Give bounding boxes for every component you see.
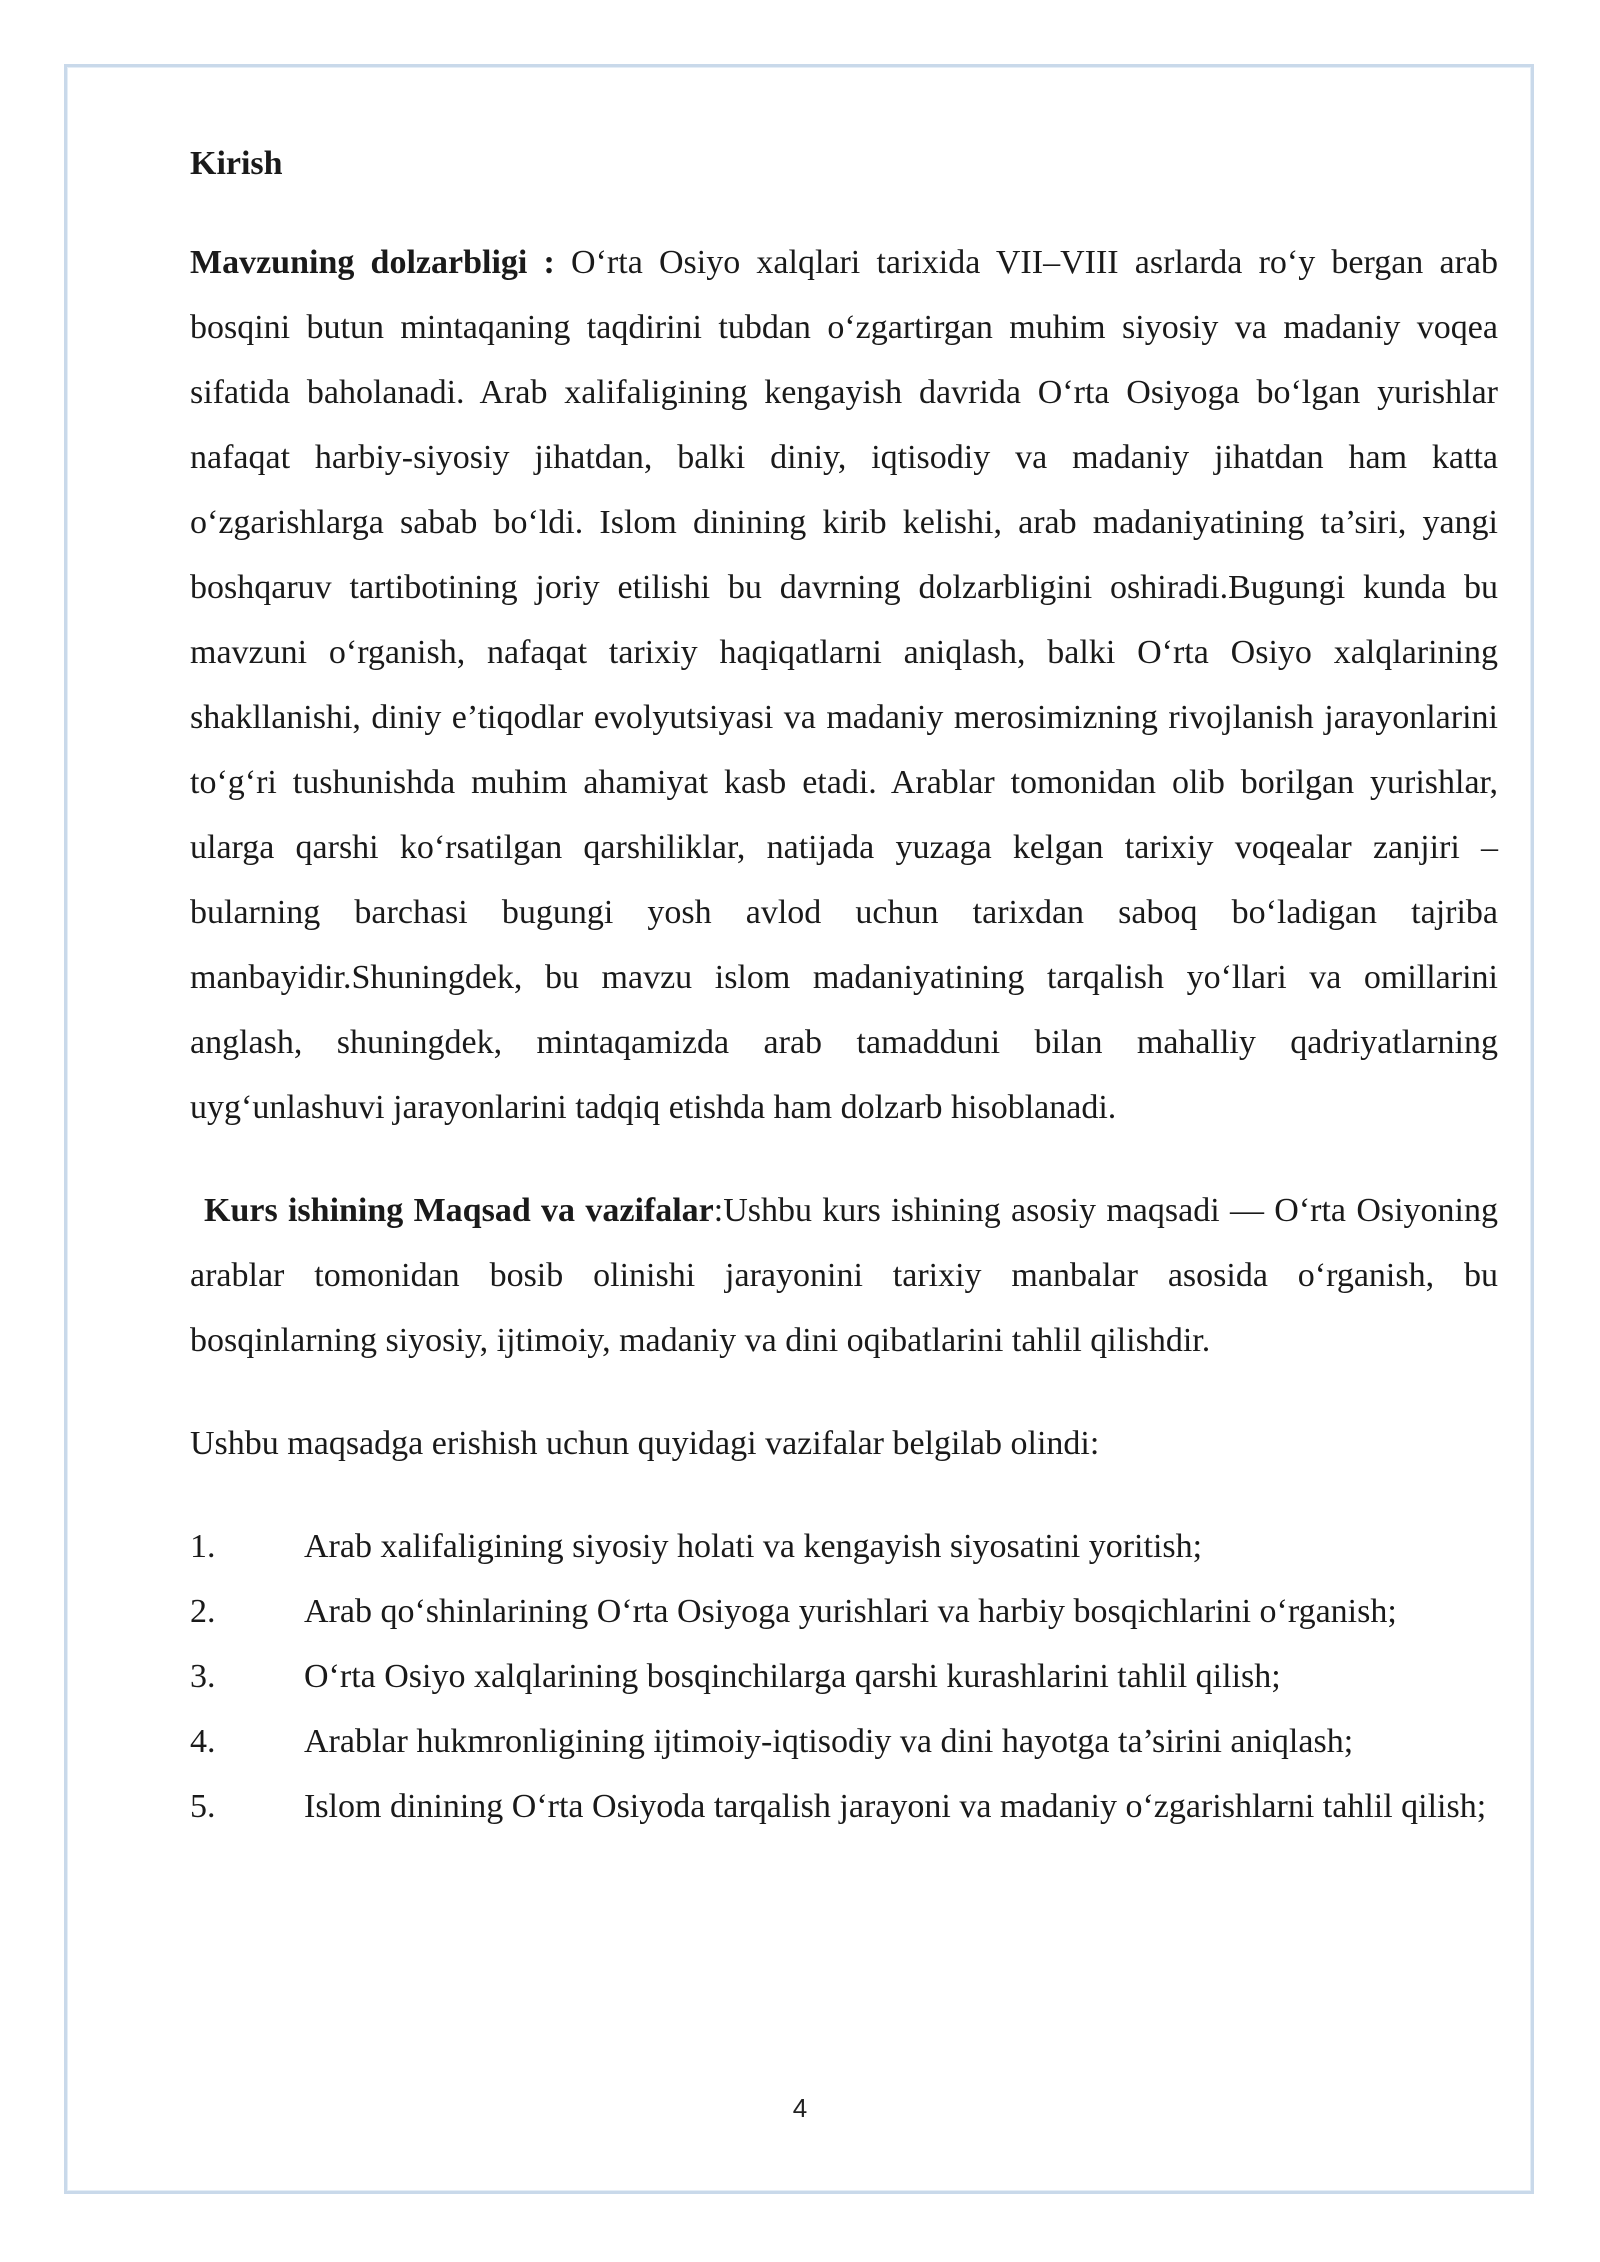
list-item — [190, 1514, 1498, 1579]
list-item — [190, 1774, 1498, 1839]
relevance-label: Mavzuning dolzarbligi : — [190, 244, 555, 281]
list-item-number: 4. — [190, 1723, 216, 1760]
list-item-text: Arablar hukmronligining ijtimoiy-iqtisodiy va dini hayotga ta’sirini aniqlash; — [304, 1723, 1354, 1760]
goals-paragraph — [190, 1178, 1498, 1373]
list-item-text: Islom dinining O‘rta Osiyoda tarqalish jarayoni va madaniy o‘zgarishlarni tahlil qilish; — [304, 1788, 1487, 1825]
list-item — [190, 1579, 1498, 1644]
list-item-number: 1. — [190, 1528, 216, 1565]
relevance-text: O‘rta Osiyo xalqlari tarixida VII–VIII asrlarda ro‘y bergan arab bosqini butun mintaqaning taqdirini tubdan o‘zgartirgan muhim siyosiy va madaniy voqea sifatida baholanadi. Arab xalifaligining kengayish davrida O‘rta Osiyoga bo‘lgan yurishlar nafaqat harbiy-siyosiy jihatdan, balki diniy, iqtisodiy va madaniy jihatdan ham katta o‘zgarishlarga sabab bo‘ldi. Islom dinining kirib kelishi, arab madaniyatining ta’siri, yangi boshqaruv tartibotining joriy etilishi bu davrning dolzarbligini oshiradi.Bugungi kunda bu mavzuni o‘rganish, nafaqat tarixiy haqiqatlarni aniqlash, balki O‘rta Osiyo xalqlarining shakllanishi, diniy e’tiqodlar evolyutsiyasi va madaniy merosimizning rivojlanish jarayonlarini to‘g‘ri tushunishda muhim ahamiyat kasb etadi. Arablar tomonidan olib borilgan yurishlar, ularga qarshi ko‘rsatilgan qarshiliklar, natijada yuzaga kelgan tarixiy voqealar zanjiri – bularning barchasi bugungi yosh avlod uchun tarixdan saboq bo‘ladigan tajriba manbayidir.Shuningdek, bu mavzu islom madaniyatining tarqalish yo‘llari va omillarini anglash, shuningdek, mintaqamizda arab tamadduni bilan mahalliy qadriyatlarning uyg‘unlashuvi jarayonlarini tadqiq etishda ham dolzarb hisoblanadi. — [190, 244, 1499, 1126]
goals-text: :Ushbu kurs ishining asosiy maqsadi — O‘rta Osiyoning arablar tomonidan bosib olinishi jarayonini tarixiy manbalar asosida o‘rganish, bu bosqinlarning siyosiy, ijtimoiy, madaniy va dini oqibatlarini tahlil qilishdir. — [190, 1192, 1499, 1359]
goals-label: Kurs ishining Maqsad va vazifalar — [204, 1192, 714, 1229]
list-item-text: Arab xalifaligining siyosiy holati va kengayish siyosatini yoritish; — [304, 1528, 1203, 1565]
list-item-number: 2. — [190, 1593, 216, 1630]
list-item-text: O‘rta Osiyo xalqlarining bosqinchilarga qarshi kurashlarini tahlil qilish; — [304, 1658, 1281, 1695]
tasks-intro: Ushbu maqsadga erishish uchun quyidagi vazifalar belgilab olindi: — [190, 1425, 1100, 1462]
list-item-text: Arab qo‘shinlarining O‘rta Osiyoga yurishlari va harbiy bosqichlarini o‘rganish; — [304, 1593, 1397, 1630]
page-number: 4 — [792, 2093, 808, 2123]
list-item-number: 3. — [190, 1658, 216, 1695]
tasks-list — [190, 1514, 1498, 1839]
relevance-paragraph — [190, 230, 1498, 1140]
list-item — [190, 1709, 1498, 1774]
list-item — [190, 1644, 1498, 1709]
document-body — [190, 136, 1498, 1839]
section-heading: Kirish — [190, 145, 283, 182]
list-item-number: 5. — [190, 1788, 216, 1825]
